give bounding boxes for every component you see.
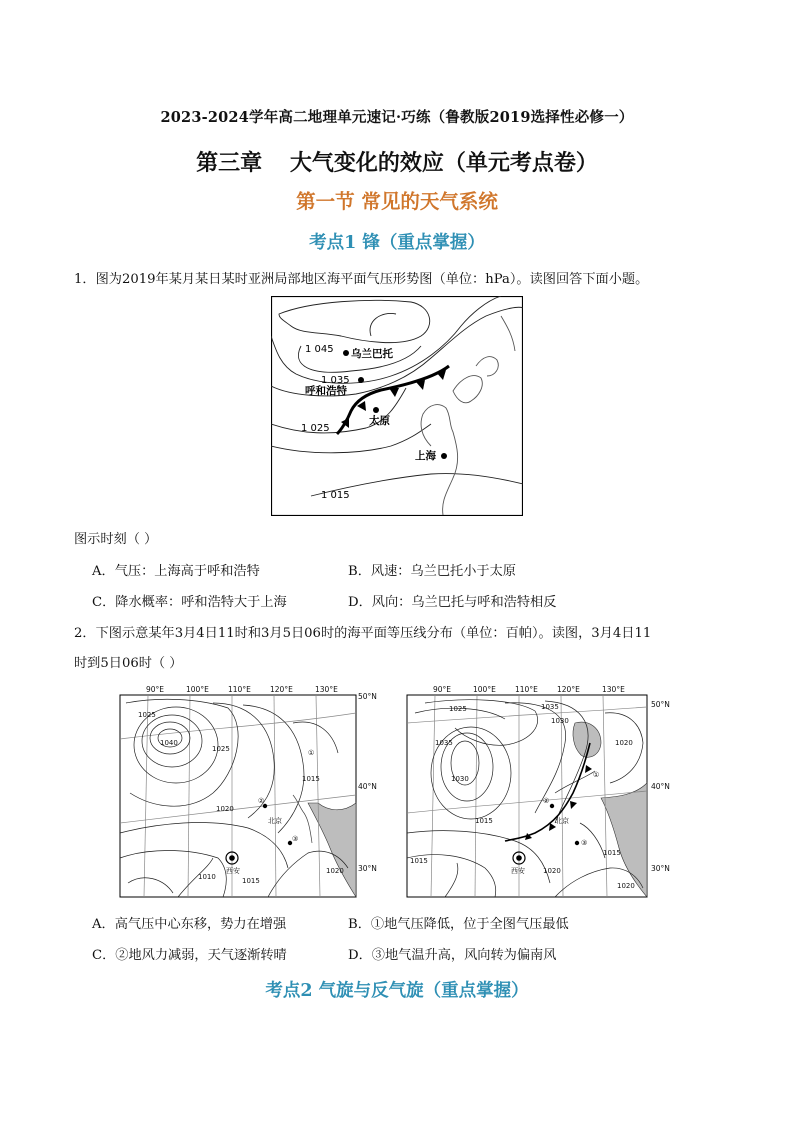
lon-label: 120°E [270, 685, 293, 694]
lon-label: 130°E [315, 685, 338, 694]
isobar-label: 1025 [138, 711, 156, 719]
isobar-label: 1020 [617, 882, 635, 890]
section-title: 第一节 常见的天气系统 [296, 190, 498, 213]
isobar-label-1015: 1 015 [321, 490, 350, 501]
isobar-label: 1015 [242, 877, 260, 885]
q1-sub-stem: 图示时刻（ ） [74, 532, 158, 547]
q2-stem-line1: 2．下图示意某年3月4日11时和3月5日06时的海平面等压线分布（单位：百帕）。读图，3月4日11 [74, 626, 652, 641]
isobar-label: 1020 [326, 867, 344, 875]
isobar-label: 1020 [216, 805, 234, 813]
q2-option-c[interactable]: C．②地风力减弱，天气逐渐转晴 [92, 948, 287, 963]
lat-label: 50°N [358, 692, 377, 701]
isobar-label-1035: 1 035 [321, 375, 350, 386]
q2-left-map [118, 683, 380, 899]
lon-label: 110°E [228, 685, 251, 694]
lon-label: 100°E [186, 685, 209, 694]
q1-option-c[interactable]: C．降水概率：呼和浩特大于上海 [92, 595, 287, 610]
isobar-label: 1015 [603, 849, 621, 857]
lon-label: 90°E [433, 685, 452, 694]
city-huhehaote: 呼和浩特 [305, 385, 347, 397]
marker-2: ② [258, 797, 265, 805]
city-beijing: 北京 [268, 817, 282, 825]
isobar-label-1045: 1 045 [305, 344, 334, 355]
marker-1: ① [593, 771, 600, 779]
isobar-label-1025: 1 025 [301, 423, 330, 434]
isobar-label: 1020 [543, 867, 561, 875]
isobar-label: 1015 [302, 775, 320, 783]
lat-label: 40°N [358, 782, 377, 791]
lon-label: 110°E [515, 685, 538, 694]
q2-option-d[interactable]: D．③地气温升高，风向转为偏南风 [348, 948, 557, 963]
q1-pressure-map [271, 296, 523, 516]
city-wulanbatuo: 乌兰巴托 [351, 348, 393, 360]
q1-option-b[interactable]: B．风速：乌兰巴托小于太原 [348, 564, 516, 579]
q2-option-a[interactable]: A．高气压中心东移，势力在增强 [92, 917, 287, 932]
isobar-label: 1030 [451, 775, 469, 783]
q1-stem: 1．图为2019年某月某日某时亚洲局部地区海平面气压形势图（单位：hPa）。读图回答下面小题。 [74, 272, 649, 287]
chapter-title: 第三章 大气变化的效应（单元考点卷） [196, 150, 598, 176]
city-taiyuan: 太原 [369, 415, 390, 427]
marker-1: ① [308, 749, 315, 757]
isobar-label: 1015 [475, 817, 493, 825]
isobar-label: 1025 [449, 705, 467, 713]
kaodian2-title: 考点2 气旋与反气旋（重点掌握） [265, 981, 529, 1001]
q2-option-b[interactable]: B．①地气压降低，位于全图气压最低 [348, 917, 569, 932]
marker-2: ② [543, 797, 550, 805]
marker-3: ③ [292, 835, 299, 843]
isobar-label: 1030 [551, 717, 569, 725]
q1-option-d[interactable]: D．风向：乌兰巴托与呼和浩特相反 [348, 595, 557, 610]
marker-3: ③ [581, 839, 588, 847]
q2-stem-line2: 时到5日06时（ ） [74, 656, 183, 671]
lon-label: 130°E [602, 685, 625, 694]
lon-label: 120°E [557, 685, 580, 694]
city-xian: 西安 [226, 867, 240, 875]
isobar-label: 1035 [541, 703, 559, 711]
isobar-label: 1015 [410, 857, 428, 865]
kaodian1-title: 考点1 锋（重点掌握） [309, 233, 485, 253]
city-xian: 西安 [511, 867, 525, 875]
lon-label: 100°E [473, 685, 496, 694]
isobar-label: 1025 [212, 745, 230, 753]
q2-right-map [405, 683, 675, 899]
lat-label: 50°N [651, 700, 670, 709]
series-title: 2023-2024学年高二地理单元速记·巧练（鲁教版2019选择性必修一） [160, 109, 634, 126]
city-shanghai: 上海 [415, 450, 436, 462]
isobar-label: 1040 [160, 739, 178, 747]
city-beijing: 北京 [555, 817, 569, 825]
lat-label: 30°N [358, 864, 377, 873]
lon-label: 90°E [146, 685, 165, 694]
isobar-label: 1020 [615, 739, 633, 747]
q1-option-a[interactable]: A．气压：上海高于呼和浩特 [92, 564, 260, 579]
isobar-label: 1035 [435, 739, 453, 747]
isobar-label: 1010 [198, 873, 216, 881]
lat-label: 30°N [651, 864, 670, 873]
lat-label: 40°N [651, 782, 670, 791]
